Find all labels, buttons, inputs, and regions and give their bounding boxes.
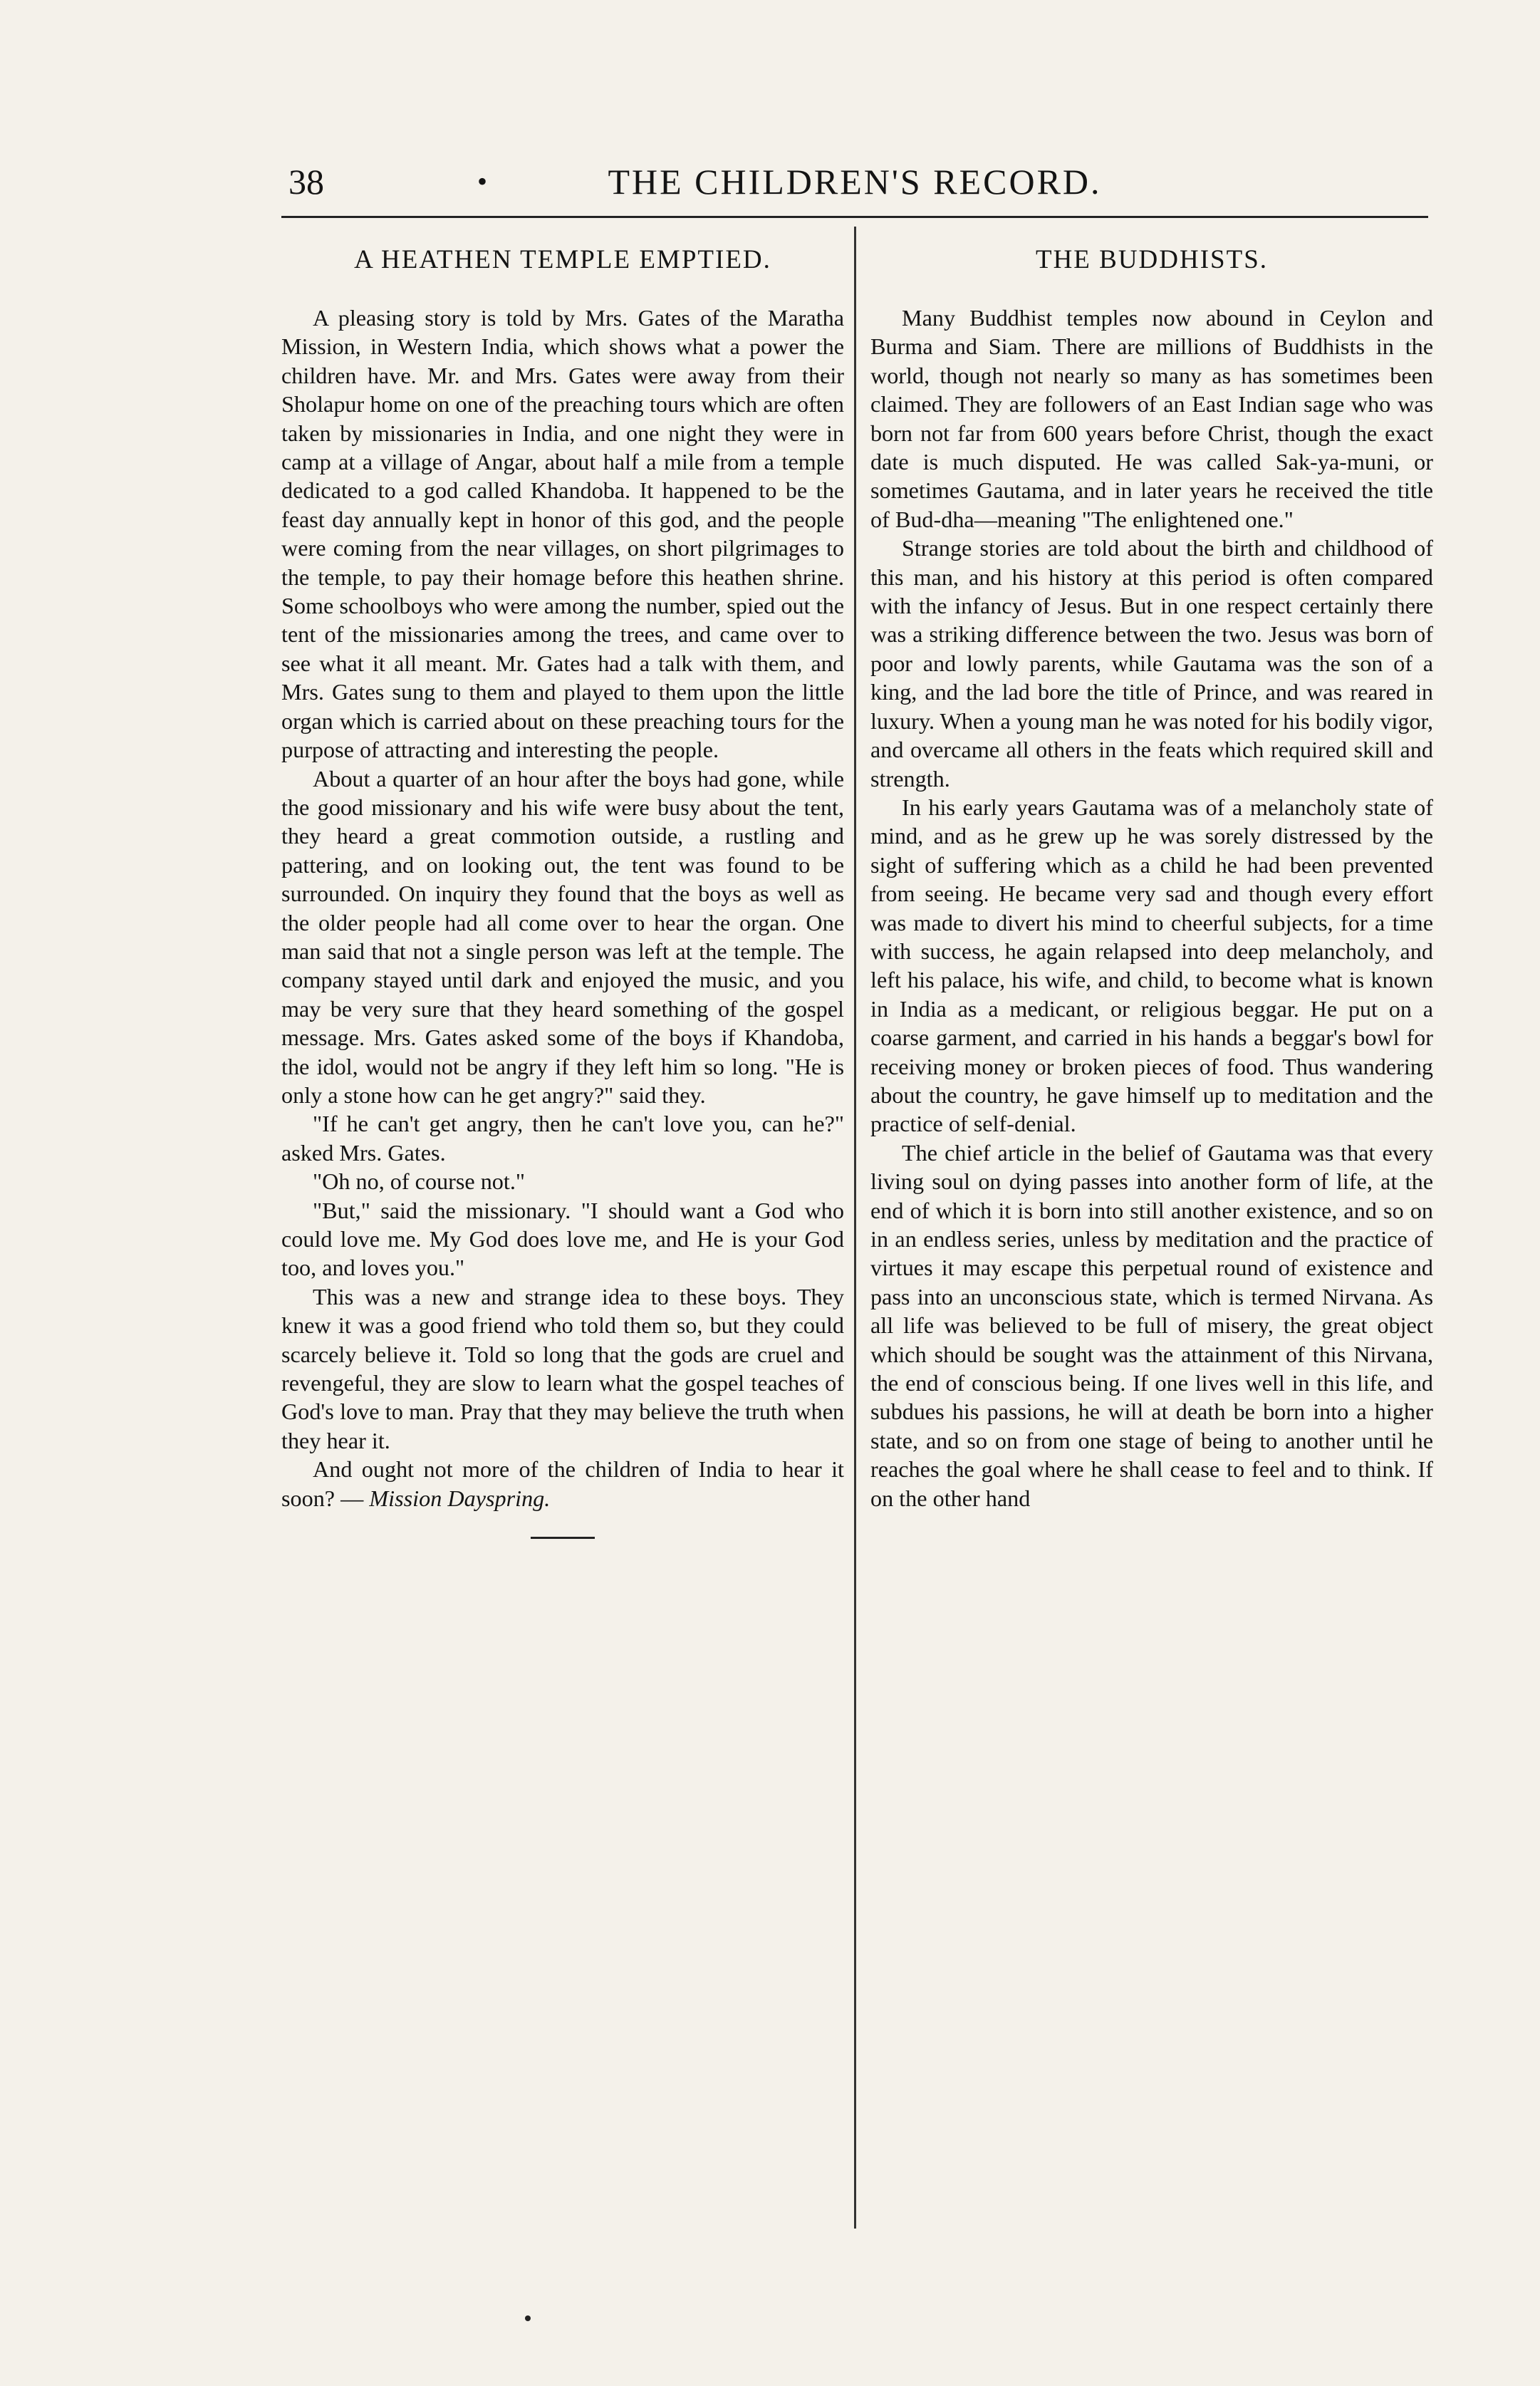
article-end-rule (531, 1537, 595, 1539)
header-rule (281, 216, 1428, 218)
right-article-title: THE BUDDHISTS. (1035, 245, 1269, 274)
left-paragraph-3: "If he can't get angry, then he can't love you, can he?" asked Mrs. Gates. (281, 1111, 844, 1166)
right-paragraph-2: Strange stories are told about the birth and childhood of this man, and his history at this period is often compared with the infancy of Jesus. But in one respect certainly there was a striking difference between the two. Jesus was born of poor and lowly parents, while Gautama was the son of a king, and the lad bore the title of Prince, and was reared in luxury. When a young man he was noted for his bodily vigor, and overcame all others in the feats which required skill and strength. (870, 535, 1433, 792)
left-paragraph-7: And ought not more of the children of India to hear it soon? — Mission Dayspring. (281, 1456, 844, 1511)
right-article-body (870, 304, 1433, 1513)
page-header (281, 153, 1428, 210)
column-divider (854, 227, 856, 2229)
header-dot: • (477, 165, 488, 197)
left-paragraph-5: "But," said the missionary. "I should want a God who could love me. My God does love me, and He is your God too, and loves you." (281, 1197, 844, 1281)
left-paragraph-2: About a quarter of an hour after the boys had gone, while the good missionary and his wife were busy about the tent, they heard a great commotion outside, a rustling and pattering, and on looking out, the tent was found to be surrounded. On inquiry they found that the boys as well as the older people had all come over to hear the organ. One man said that not a single person was left at the temple. The company stayed until dark and enjoyed the music, and you may be very sure that they heard something of the gospel message. Mrs. Gates asked some of the boys if Khandoba, the idol, would not be angry if they left him so long. "He is only a stone how can he get angry?" said they. (281, 765, 844, 1108)
left-paragraph-6: This was a new and strange idea to these boys. They knew it was a good friend who told them so, but they could scarcely believe it. Told so long that the gods are cruel and revengeful, they are slow to learn what the gospel teaches of God's love to man. Pray that they may believe the truth when they hear it. (281, 1283, 844, 1453)
page-ink-mark (525, 2315, 531, 2321)
right-paragraph-3: In his early years Gautama was of a melancholy state of mind, and as he grew up he was sorely distressed by the sight of suffering which as a child he had been prevented from seeing. He became very sad and though every effort was made to divert his mind to cheerful subjects, for a time with success, he again relapsed into deep melancholy, and left his palace, his wife, and child, to become what is known in India as a medicant, or religious beggar. He put on a coarse garment, and carried in his hands a beggar's bowl for receiving money or broken pieces of food. Thus wandering about the country, he gave himself up to meditation and the practice of self-denial. (870, 794, 1433, 1137)
left-paragraph-4: "Oh no, of course not." (313, 1168, 526, 1195)
left-article-title: A HEATHEN TEMPLE EMPTIED. (354, 245, 771, 274)
left-paragraph-7-text: And ought not more of the children of India to hear it soon? (281, 1456, 844, 1511)
left-paragraph-1: A pleasing story is told by Mrs. Gates of the Maratha Mission, in Western India, which shows what a power the children have. Mr. and Mrs. Gates were away from their Sholapur home on one of the preaching tours which are often taken by missionaries in India, and one night they were in camp at a village of Angar, about half a mile from a temple dedicated to a god called Khandoba. It happened to be the feast day annually kept in honor of this god, and the people were coming from the near villages, on short pilgrimages to the temple, to pay their homage before this heathen shrine. Some schoolboys who were among the number, spied out the tent of the missionaries among the trees, and came over to see what it all meant. Mr. Gates had a talk with them, and Mrs. Gates sung to them and played to them upon the little organ which is carried about on these preaching tours for the purpose of attracting and interesting the people. (281, 305, 844, 763)
right-column (870, 242, 1433, 1513)
left-column (281, 242, 844, 1539)
running-title: THE CHILDREN'S RECORD. (608, 162, 1102, 202)
right-paragraph-4: The chief article in the belief of Gautama was that every living soul on dying passes into another form of life, at the end of which it is born into still another existence, and so on in an endless series, unless by meditation and the practice of virtues it may escape this perpetual round of existence and pass into an unconscious state, which is termed Nirvana. As all life was believed to be full of misery, the great object which should be sought was the attainment of this Nirvana, the end of conscious being. If one lives well in this life, and subdues his passions, he will at death be born into a higher state, and so on from one stage of being to another until he reaches the goal where he shall cease to feel and to think. If on the other hand (870, 1139, 1433, 1511)
left-article-body (281, 304, 844, 1513)
right-paragraph-1: Many Buddhist temples now abound in Ceylon and Burma and Siam. There are millions of Buddhists in the world, though not nearly so many as has sometimes been claimed. They are followers of an East Indian sage who was born not far from 600 years before Christ, though the exact date is much disputed. He was called Sak-ya-muni, or sometimes Gautama, and in later years he received the title of Bud-dha—meaning "The enlightened one." (870, 305, 1433, 532)
page-number: 38 (288, 162, 324, 202)
article-source: Mission Dayspring. (369, 1485, 551, 1511)
